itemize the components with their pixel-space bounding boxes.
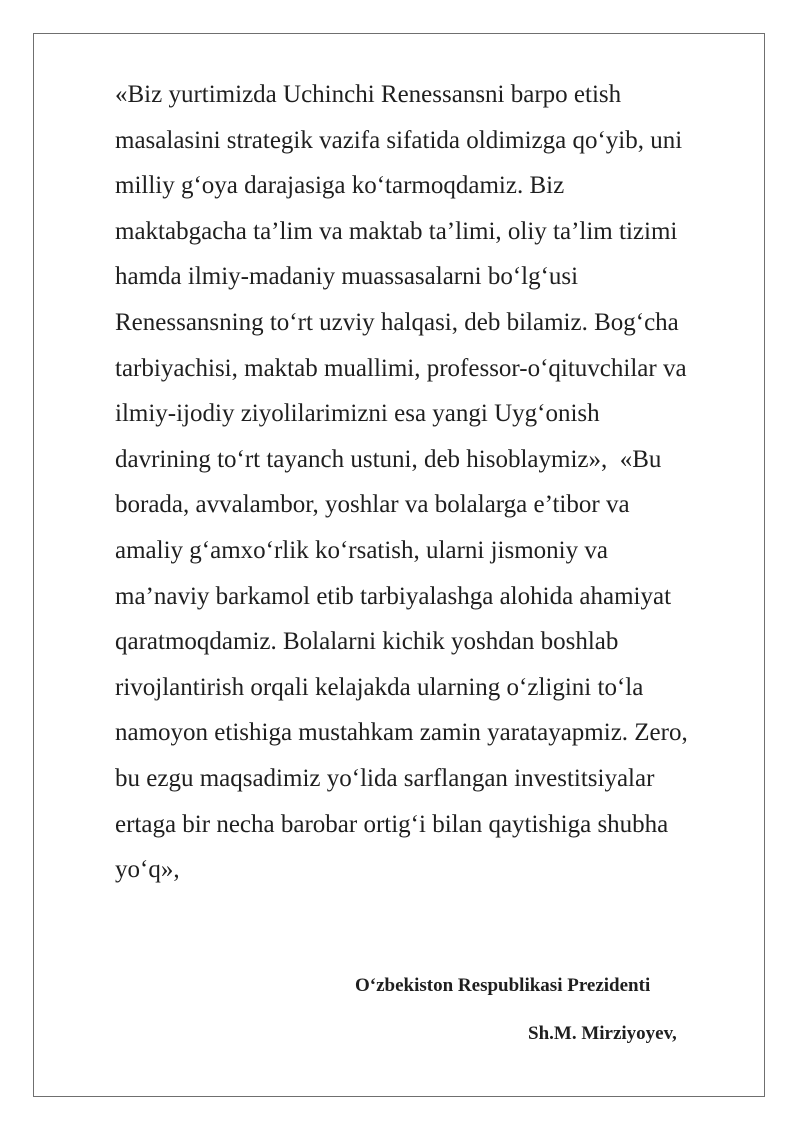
signature-title: O‘zbekiston Respublikasi Prezidenti [355,975,651,996]
quote-line: qaratmoqdamiz. Bolalarni kichik yoshdan boshlab [115,628,619,656]
quote-line: milliy g‘oya darajasiga ko‘tarmoqdamiz. Biz [115,172,565,200]
quote-line: hamda ilmiy-madaniy muassasalarni bo‘lg‘usi [115,263,579,291]
quote-line: borada, avvalambor, yoshlar va bolalarga e’tibor va [115,491,630,519]
quote-line: tarbiyachisi, maktab muallimi, professor-o‘qituvchilar va [115,354,687,382]
quote-line: bu ezgu maqsadimiz yo‘lida sarflangan investitsiyalar [115,764,655,792]
quote-line: rivojlantirish orqali kelajakda ularning o‘zligini to‘la [115,673,644,701]
quote-line: Renessansning to‘rt uzviy halqasi, deb bilamiz. Bog‘cha [115,308,679,336]
quote-text [115,72,735,893]
quote-line: yo‘q», [115,856,180,884]
quote-line: amaliy g‘amxo‘rlik ko‘rsatish, ularni jismoniy va [115,536,608,564]
quote-line: «Biz yurtimizda Uchinchi Renessansni barpo etish [115,81,622,108]
quote-line: masalasini strategik vazifa sifatida oldimizga qo‘yib, uni [115,126,683,154]
quote-line: maktabgacha ta’lim va maktab ta’limi, oliy ta’lim tizimi [115,217,678,245]
quote-line: namoyon etishiga mustahkam zamin yaratayapmiz. Zero, [115,719,688,747]
quote-line: ertaga bir necha barobar ortig‘i bilan qaytishiga shubha [115,810,669,838]
quote-line: ilmiy-ijodiy ziyolilarimizni esa yangi Uyg‘onish [115,400,600,428]
quote-line: ma’naviy barkamol etib tarbiyalashga alohida ahamiyat [115,582,672,610]
quote-line: davrining to‘rt tayanch ustuni, deb hisoblaymiz», «Bu [115,445,662,473]
signature-name: Sh.M. Mirziyoyev, [528,1023,677,1044]
